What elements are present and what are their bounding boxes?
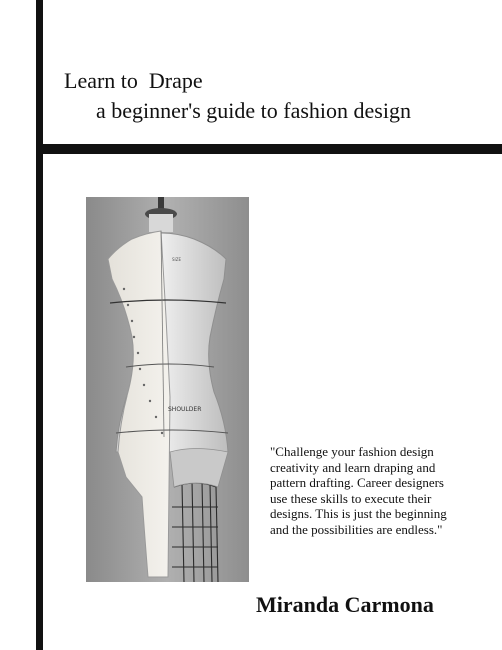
title: Learn to Drape xyxy=(64,68,203,93)
horizontal-rule xyxy=(36,144,502,154)
author-name: Miranda Carmona xyxy=(256,592,434,617)
cover-quote: "Challenge your fashion design creativity and learn draping and pattern drafting. Career designers use these skills to execute their designs. This is just the beginning and the possibilities are endless." xyxy=(270,444,447,537)
form-label-shoulder: SHOULDER xyxy=(168,406,202,413)
dress-form-illustration xyxy=(86,197,249,582)
subtitle: a beginner's guide to fashion design xyxy=(96,98,411,123)
form-label-size: SIZE xyxy=(172,257,181,262)
dress-form-photo xyxy=(86,197,249,582)
vertical-rule xyxy=(36,0,43,650)
